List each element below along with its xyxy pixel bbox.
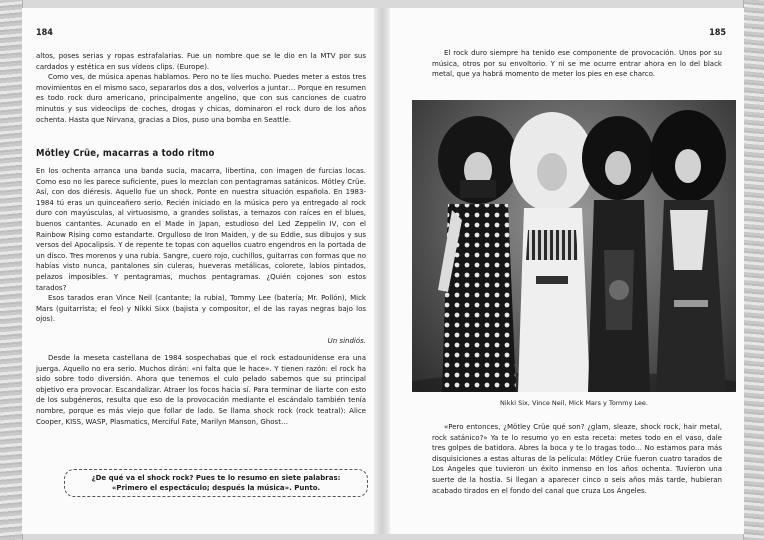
paragraph-genre-question: «Pero entonces, ¿Mötley Crüe qué son? ¿glam, sleaze, shock rock, hair metal, rock satánico?» Ya te lo resumo yo en esta receta: metes todo en el vaso, dale tres golpes de batidora. Abres la boca y te lo tragas todo… No estamos para más disquisiciones a estas alturas de la película: Mötley Crüe fueron cuatro tarados de Los Ángeles que tuvieron un éxito inmenso en los años ochenta. Tuvieron una suerte de la hostia. Si llegan a aparecer cinco o seis años más tarde, hubieran acabado tirados en el fondo del canal que cruza Los Ángeles.: [432, 423, 722, 495]
band-member-1: [438, 116, 518, 392]
page-number-left: 184: [36, 28, 53, 38]
book-gutter: [374, 8, 390, 534]
band-member-4: [650, 110, 726, 392]
left-page-shock-rock-text: [36, 353, 366, 427]
band-photo: [412, 100, 736, 392]
section-heading: Mötley Crüe, macarras a todo ritmo: [36, 148, 215, 159]
paragraph-members: Esos tarados eran Vince Neil (cantante; la rubia), Tommy Lee (batería; Mr. Pollón), Mick Mars (guitarrista; el feo) y Nikki Sixx (bajista y compositor, el de las rayas negras bajo los ojos).: [36, 294, 366, 324]
left-page: [22, 8, 374, 534]
paragraph-movements: Como ves, de música apenas hablamos. Pero no te líes mucho. Puedes meter a estos tres movimientos en el mismo saco, separarlos dos a dos, volverlos a juntar… Porque en resumen es todo rock duro americano, principalmente angelino, que con sus canciones de cuatro minutos y sus videoclips de coches, drogas y chicas, dominaron el rock duro de los años ochenta. Hasta que Nirvana, gracias a Dios, puso una bomba en Seattle.: [36, 73, 366, 124]
band-member-3: [582, 116, 654, 392]
paragraph-intro: altos, poses serias y ropas estrafalarias. Fue un nombre que se le dio en la MTV por sus cardados y estética en sus vídeos clips. (Europe).: [36, 52, 366, 71]
photo-caption: Nikki Six, Vince Neil, Mick Mars y Tommy Lee.: [500, 399, 648, 407]
torn-paper-edge-right: [743, 0, 764, 540]
right-page-body-text: [432, 422, 722, 496]
band-member-2: [510, 112, 594, 392]
band-photo-illustration: [412, 100, 736, 392]
signoff-text: Un sindiós.: [327, 337, 366, 345]
paragraph-band-intro: En los ochenta arranca una banda sucia, macarra, libertina, con imagen de furcias locas. Como eso no les parece suficiente, pues lo mezclan con pentagramas satánicos. Mötley Crüe. Así, con dos diéresis. Aquello fue un shock. Ponte en nuestra situación española. En 1983-1984 tú eras un quinceañero serio. Recién iniciado en la música pero ya entregado al rock duro con mayúsculas, al virtuosismo, a grandes solistas, a temazos con raíces en el blues, buenos cantantes. Acunado en el Made in Japan, estudioso del Led Zeppelin IV, con el Rainbow Rising como estandarte. Orgulloso de Iron Maiden, y de su Eddie, sus dibujos y sus versos del Apocalipsis. Y de repente te topas con aquellos cuatro engendros en la portada de un disco. Tres morenos y una rubia. Sangre, cuero rojo, cuchillos, guitarras con formas que no habías visto nunca, pantalones sin culeras, hueveras metálicas, colorete, labios pintados, pelazos imposibles. Y pentagramas, muchos pentagramas. ¿Quién cojones son estos tarados?: [36, 167, 366, 292]
left-page-intro-text: [36, 51, 366, 125]
paragraph-shock-rock: Desde la meseta castellana de 1984 sospechabas que el rock estadounidense era una juerga. Aquello no era serio. Muchos dirán: «ni falta que le hace». Y tienen razón: el rock ha sido sobre todo diversión. Ahora que tenemos el culo pelado sabemos que su principal objetivo era provocar. Escandalizar. Atraer los focos hacia sí. Para terminar de liarte con esto de los subgéneros, resulta que eso de la provocación mediante el escándalo también tenía nombre, porque es más viejo que follar de lado. Se llama shock rock (rock teatral): Alice Cooper, KISS, WASP, Plasmatics, Merciful Fate, Marilyn Manson, Ghost…: [36, 354, 366, 426]
right-page-intro-text: [432, 48, 722, 80]
page-number-right: 185: [709, 28, 726, 38]
paragraph-provocation: El rock duro siempre ha tenido ese componente de provocación. Unos por su música, otros por su envoltorio. Y ni se me ocurre entrar ahora en lo del black metal, que ya habrá momento de meter los pies en ese charco.: [432, 49, 722, 79]
right-page: [390, 8, 744, 534]
torn-paper-edge-left: [0, 0, 23, 540]
callout-box: ¿De qué va el shock rock? Pues te lo resumo en siete palabras: «Primero el espectáculo; después la música». Punto.: [64, 469, 368, 497]
left-page-body-text: [36, 166, 366, 325]
